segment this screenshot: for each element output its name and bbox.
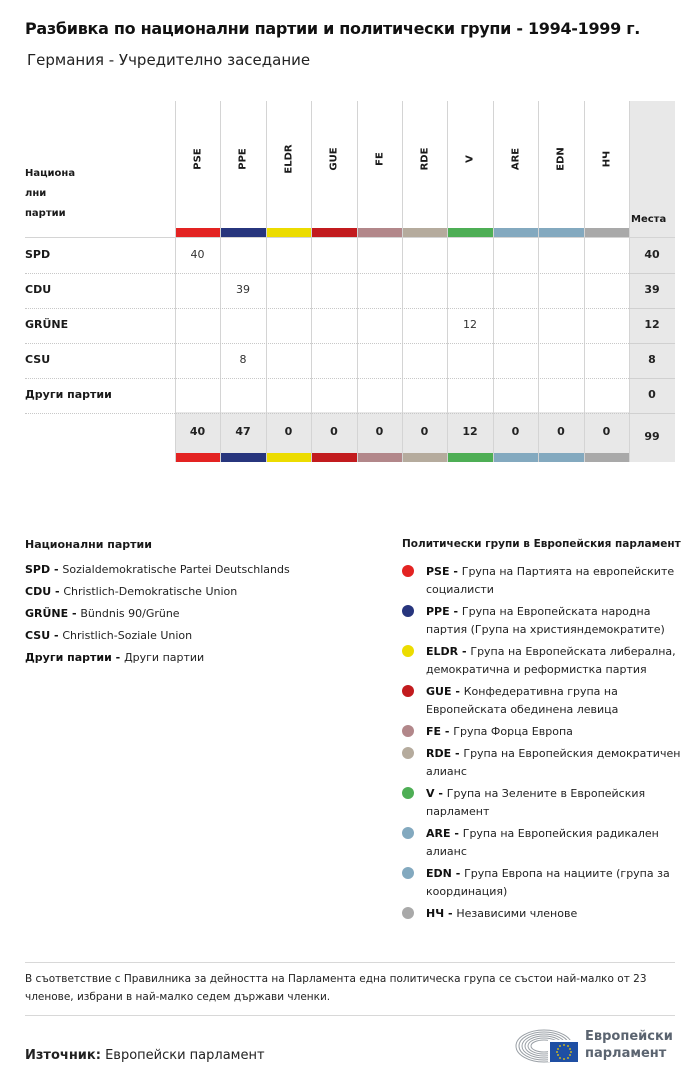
footnote: В съответствие с Правилника за дейността на Парламента една политическа група се състои най-малко от 23 членове, избрани в най-малко седем държави членки.	[25, 973, 647, 1003]
total-cell: 40	[189, 425, 206, 438]
party-name: Christlich-Soziale Union	[62, 629, 193, 642]
row-label: SPD	[25, 248, 51, 261]
row-divider-seats	[629, 308, 675, 309]
column-divider	[629, 101, 630, 462]
seats-header: Места	[631, 214, 667, 225]
column-header-label: RDE	[419, 147, 430, 171]
ep-logo-text	[585, 1028, 673, 1062]
column-header-edn	[538, 101, 584, 227]
group-name: Група на Партията на европейските социалисти	[426, 565, 675, 596]
group-color-dot-icon	[402, 787, 414, 799]
page-subtitle: Германия - Учредително заседание	[27, 51, 311, 69]
row-divider	[25, 378, 629, 379]
separator: -	[51, 585, 64, 598]
row-divider-seats	[629, 413, 675, 414]
group-color-dot-icon	[402, 725, 414, 737]
group-name: Група на Европейския радикален алианс	[426, 827, 659, 858]
group-name: Група Европа на нациите (група за координация)	[426, 867, 670, 898]
group-color-dot-icon	[402, 645, 414, 657]
color-bar-bottom	[267, 453, 311, 462]
color-bar-top	[221, 228, 266, 237]
color-bar-top	[267, 228, 311, 237]
group-color-dot-icon	[402, 565, 414, 577]
color-bar-bottom	[312, 453, 357, 462]
separator: -	[458, 645, 471, 658]
separator: -	[68, 607, 81, 620]
total-cell: 47	[235, 425, 251, 438]
group-name: Група на Зелените в Европейския парламент	[426, 787, 646, 818]
color-bar-bottom	[539, 453, 584, 462]
national-party-legend-item	[25, 585, 237, 598]
group-color-dot-icon	[402, 827, 414, 839]
total-cell: 0	[602, 425, 611, 438]
row-label: CDU	[25, 283, 52, 296]
row-divider	[25, 413, 629, 414]
seats-table	[0, 0, 700, 470]
party-code: CDU	[25, 585, 52, 598]
color-bar-bottom	[221, 453, 266, 462]
divider	[25, 962, 675, 963]
separator: -	[111, 651, 125, 664]
national-parties-heading: Национални партии	[25, 538, 152, 551]
separator: -	[451, 747, 464, 760]
separator: -	[50, 629, 63, 642]
row-header-line: Национа	[25, 168, 76, 179]
column-header-label: PSE	[192, 148, 203, 170]
column-header-label: НЧ	[601, 150, 612, 168]
group-name: Група Форца Европа	[453, 725, 573, 738]
table-cell: 8	[239, 353, 247, 366]
party-name: Bündnis 90/Grüne	[80, 607, 180, 620]
color-bar-bottom	[494, 453, 538, 462]
column-header-label: ARE	[510, 147, 521, 171]
group-name: Група на Европейската народна партия (Група на християндемократите)	[426, 605, 665, 636]
column-header-fe	[357, 101, 402, 227]
party-code: GRÜNE	[25, 607, 69, 620]
header-divider	[25, 237, 675, 238]
party-code: CSU	[25, 629, 51, 642]
row-header-line: партии	[25, 208, 66, 219]
source-line	[25, 1048, 265, 1063]
column-header-rde	[402, 101, 447, 227]
separator: -	[50, 563, 63, 576]
color-bar-top	[494, 228, 538, 237]
page-title: Разбивка по национални партии и политически групи - 1994-1999 г.	[25, 19, 641, 38]
color-bar-bottom	[176, 453, 220, 462]
logo-line: Европейски	[585, 1029, 673, 1044]
separator: -	[451, 685, 464, 698]
group-color-dot-icon	[402, 685, 414, 697]
separator: -	[434, 787, 447, 800]
party-name: Sozialdemokratische Partei Deutschlands	[62, 563, 290, 576]
color-bar-bottom	[358, 453, 402, 462]
separator: -	[444, 907, 457, 920]
separator: -	[449, 565, 462, 578]
party-name: Други партии	[124, 651, 205, 664]
total-cell: 0	[557, 425, 565, 438]
seats-cell: 8	[648, 353, 656, 366]
group-code: ELDR	[426, 645, 459, 658]
column-header-ppe	[220, 101, 266, 227]
color-bar-top	[539, 228, 584, 237]
party-code: SPD	[25, 563, 51, 576]
group-code: FE	[426, 725, 442, 738]
total-cell: 0	[375, 425, 384, 438]
table-cell: 12	[463, 318, 477, 331]
group-code: ARE	[426, 827, 451, 840]
divider	[25, 1015, 675, 1016]
color-bar-top	[448, 228, 493, 237]
party-name: Christlich-Demokratische Union	[63, 585, 238, 598]
group-code: НЧ	[426, 907, 445, 920]
seats-cell: 12	[644, 318, 660, 331]
separator: -	[451, 867, 465, 880]
color-bar-top	[403, 228, 447, 237]
seats-cell: 40	[644, 248, 660, 261]
row-divider-seats	[629, 343, 675, 344]
color-bar-top	[312, 228, 357, 237]
group-code: GUE	[426, 685, 452, 698]
group-code: PPE	[426, 605, 450, 618]
row-label: GRÜNE	[25, 318, 69, 331]
group-code: RDE	[426, 747, 452, 760]
row-divider	[25, 343, 629, 344]
total-cell: 0	[284, 425, 293, 438]
row-divider-seats	[629, 273, 675, 274]
group-name: Независими членове	[456, 907, 578, 920]
national-party-legend-item	[25, 563, 290, 576]
row-header-line: лни	[25, 188, 47, 199]
row-label: CSU	[25, 353, 51, 366]
color-bar-bottom	[585, 453, 629, 462]
row-divider	[25, 308, 629, 309]
column-header-pse	[175, 101, 220, 227]
total-cell: 0	[511, 425, 520, 438]
seats-cell: 0	[648, 388, 656, 401]
color-bar-top	[176, 228, 220, 237]
political-groups-heading: Политически групи в Европейския парламент	[402, 538, 681, 550]
column-header-are	[493, 101, 538, 227]
column-header-label: PPE	[237, 148, 249, 170]
seats-cell: 39	[644, 283, 660, 296]
group-name: Група на Европейската либерална, демократична и реформистка партия	[426, 645, 676, 676]
column-header-нч	[584, 101, 629, 227]
color-bar-top	[585, 228, 629, 237]
separator: -	[441, 725, 454, 738]
separator: -	[449, 605, 462, 618]
row-label: Други партии	[25, 388, 112, 401]
color-bar-top	[358, 228, 402, 237]
party-code: Други партии	[25, 651, 112, 664]
row-divider-seats	[629, 378, 675, 379]
group-code: V	[426, 787, 435, 800]
ep-logo	[514, 1024, 679, 1064]
column-header-label: V	[464, 155, 476, 163]
seats-column-bg	[629, 101, 675, 462]
group-name: Група на Европейския демократичен алианс	[426, 747, 681, 778]
parliament-hemicycle-icon	[514, 1024, 580, 1064]
total-cell: 0	[420, 425, 429, 438]
group-color-dot-icon	[402, 605, 414, 617]
group-code: PSE	[426, 565, 450, 578]
group-color-dot-icon	[402, 747, 414, 759]
column-header-label: FE	[374, 152, 385, 166]
total-cell: 12	[462, 425, 478, 438]
group-code: EDN	[426, 867, 452, 880]
grand-total: 99	[644, 430, 660, 443]
row-divider	[25, 273, 629, 274]
color-bar-bottom	[403, 453, 447, 462]
column-header-label: GUE	[328, 147, 340, 171]
group-color-dot-icon	[402, 867, 414, 879]
column-header-v	[447, 101, 493, 227]
column-header-label: EDN	[555, 147, 567, 171]
total-cell: 0	[330, 425, 338, 438]
national-party-legend-item	[25, 607, 180, 620]
table-cell: 40	[190, 248, 205, 261]
color-bar-bottom	[448, 453, 493, 462]
source-value: Европейски парламент	[105, 1048, 265, 1063]
column-header-gue	[311, 101, 357, 227]
column-header-label: ELDR	[283, 144, 294, 174]
group-color-dot-icon	[402, 907, 414, 919]
national-party-legend-item	[25, 651, 204, 664]
group-name: Конфедеративна група на Европейската обединена левица	[426, 685, 619, 716]
national-party-legend-item	[25, 629, 192, 642]
column-header-eldr	[266, 101, 311, 227]
separator: -	[450, 827, 463, 840]
table-cell: 39	[236, 283, 250, 296]
logo-line: парламент	[585, 1046, 667, 1061]
source-label: Източник:	[25, 1048, 101, 1063]
